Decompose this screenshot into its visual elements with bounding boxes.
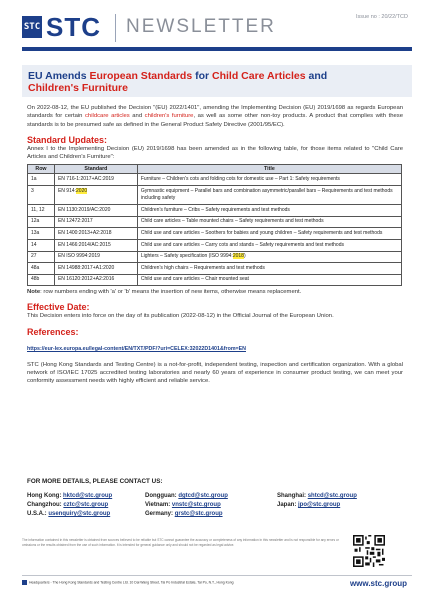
building-icon [22, 580, 27, 585]
contact-email[interactable]: usenquiry@stc.group [48, 511, 111, 517]
contacts-heading: FOR MORE DETAILS, PLEASE CONTACT US: [27, 478, 163, 485]
title-cell: Gymnastic equipment – Parallel bars and combination asymmetric/parallel bars – Requirements and test methods including safety [137, 186, 401, 205]
highlighted-year: 2018 [232, 253, 244, 260]
contact-item: U.S.A.: usenquiry@stc.group [27, 511, 111, 517]
contacts-row [27, 501, 402, 510]
effective-date-text: This Decision enters into force on the day of its publication (2022-08-12) in the Official Journal of the European Union. [27, 313, 334, 320]
standard-cell: EN 716-1:2017+AC:2019 [54, 174, 137, 186]
qr-code-icon[interactable] [353, 535, 385, 567]
contact-item: Japan: jpo@stc.group [277, 502, 341, 508]
table-row [28, 216, 402, 228]
row-cell: 27 [28, 251, 55, 263]
title-cell: Furniture – Children's cots and folding cots for domestic use – Part 1: Safety requirements [137, 174, 401, 186]
table-row [28, 186, 402, 205]
contacts-row [27, 492, 402, 501]
row-cell: 48a [28, 263, 55, 275]
row-cell: 13a [28, 228, 55, 240]
contact-email[interactable]: cztc@stc.group [63, 502, 109, 508]
standard-cell: EN 914:2020 [54, 186, 137, 205]
website-link[interactable]: www.stc.group [349, 579, 407, 588]
row-cell: 14 [28, 240, 55, 252]
standard-cell: EN ISO 9994:2019 [54, 251, 137, 263]
row-cell: 1a [28, 174, 55, 186]
title-cell: Children's furniture – Cribs – Safety requirements and test methods [137, 205, 401, 217]
standard-cell: EN 14988:2017+A1:2020 [54, 263, 137, 275]
standard-cell: EN 12472:2017 [54, 216, 137, 228]
contact-item: Dongguan: dgtcd@stc.group [145, 493, 228, 499]
disclaimer-text: The information contained in this newsletter is obtained from sources believed to be reliable but STC cannot guarantee the accuracy or completeness of any information in this newsletter and is not responsible for any errors or omissions or the results obtained from the use of such information. It is intended for general guidance only and should not be regarded as legal advice. [22, 538, 339, 547]
table-note: Note: row numbers ending with 'a' or 'b' means the insertion of new items, otherwise means replacement. [27, 289, 302, 296]
contact-item: Shanghai: shtcd@stc.group [277, 493, 357, 499]
contact-item: Vietnam: vnstc@stc.group [145, 502, 221, 508]
title-band [22, 65, 412, 97]
contact-email[interactable]: grstc@stc.group [174, 511, 223, 517]
about-paragraph: STC (Hong Kong Standards and Testing Centre) is a not-for-profit, independent testing, inspection and certification organization. With a global network of ISO/IEC 17025 accredited testing laboratories and nearly 60 years of experience in consumer product testing, we can meet your conformity assessment needs with highly efficient and reliable service. [27, 361, 403, 385]
article-title: EU Amends European Standards for Child Care Articles and Children's Furniture [28, 70, 328, 94]
table-row [28, 263, 402, 275]
title-cell: Child use and care articles – Carry cots and stands – Safety requirements and test methods [137, 240, 401, 252]
footer-address: Headquarters - The Hong Kong Standards and Testing Centre Ltd. 10 Dai Wang Street, Tai Po Industrial Estate, Tai Po, N.T., Hong Kong [22, 580, 234, 585]
standard-cell: EN 1130:2019/AC:2020 [54, 205, 137, 217]
highlighted-year: 2020 [76, 187, 88, 194]
intro-paragraph: On 2022-08-12, the EU published the Decision "(EU) 2022/1401", amending the Implementing Decision (EU) 2019/1698 as regards European standards for certain childcare articles and children's furniture, as well as some other non-toy products. A product that complies with these standards is to be presumed safe as defined in the General Product Safety Directive (2001/95/EC). [27, 105, 404, 128]
table-row [28, 228, 402, 240]
standard-updates-heading: Standard Updates: [27, 134, 108, 145]
table-header-row [28, 165, 402, 174]
header [22, 12, 412, 52]
title-cell: Child use and care articles – Chair mounted seat [137, 274, 401, 286]
contact-item: Germany: grstc@stc.group [145, 511, 223, 517]
table-row [28, 174, 402, 186]
newsletter-label: NEWSLETTER [126, 16, 276, 37]
column-header: Title [137, 165, 401, 174]
contact-item: Hong Kong: hktcd@stc.group [27, 493, 113, 499]
reference-link[interactable]: https://eur-lex.europa.eu/legal-content/EN/TXT/PDF/?uri=CELEX:32022D1401&from=EN [27, 345, 246, 352]
contact-email[interactable]: shtcd@stc.group [307, 493, 357, 499]
footer-rule [22, 575, 412, 576]
table-row [28, 274, 402, 286]
title-cell: Children's high chairs – Requirements and test methods [137, 263, 401, 275]
contact-item: Changzhou: cztc@stc.group [27, 502, 109, 508]
row-cell: 48b [28, 274, 55, 286]
standard-updates-lead: Annex I to the Implementing Decision (EU) 2019/1698 has been amended as in the following table, for those items related to "Child Care Articles and Children's Furniture": [27, 145, 403, 161]
references-heading: References: [27, 326, 79, 337]
column-header: Standard [54, 165, 137, 174]
contact-email[interactable]: jpo@stc.group [298, 502, 341, 508]
contacts-row [27, 510, 402, 519]
issue-number: Issue no : 20/22/TCD [356, 14, 408, 20]
contact-email[interactable]: dgtcd@stc.group [178, 493, 228, 499]
title-cell: Lighters – Safety specification (ISO 9994:2018) [137, 251, 401, 263]
standard-cell: EN 16120:2012+A2:2016 [54, 274, 137, 286]
stc-logo-mark: STC [22, 16, 42, 38]
standards-table [27, 164, 402, 286]
contact-email[interactable]: vnstc@stc.group [171, 502, 221, 508]
title-cell: Child care articles – Table mounted chairs – Safety requirements and test methods [137, 216, 401, 228]
standard-cell: EN 1400:2013+A2:2018 [54, 228, 137, 240]
row-cell: 11, 12 [28, 205, 55, 217]
table-row [28, 205, 402, 217]
standard-cell: EN 1466:2014/AC:2015 [54, 240, 137, 252]
main-content [27, 104, 403, 386]
effective-date-heading: Effective Date: [27, 302, 90, 313]
title-cell: Child use and care articles – Soothers for babies and young children – Safety requirements and test methods [137, 228, 401, 240]
table-row [28, 251, 402, 263]
header-divider [115, 14, 116, 42]
contact-email[interactable]: hktcd@stc.group [63, 493, 113, 499]
row-cell: 12a [28, 216, 55, 228]
column-header: Row [28, 165, 55, 174]
table-row [28, 240, 402, 252]
header-rule [22, 47, 412, 51]
row-cell: 3 [28, 186, 55, 205]
stc-logo-text: STC [46, 12, 101, 42]
